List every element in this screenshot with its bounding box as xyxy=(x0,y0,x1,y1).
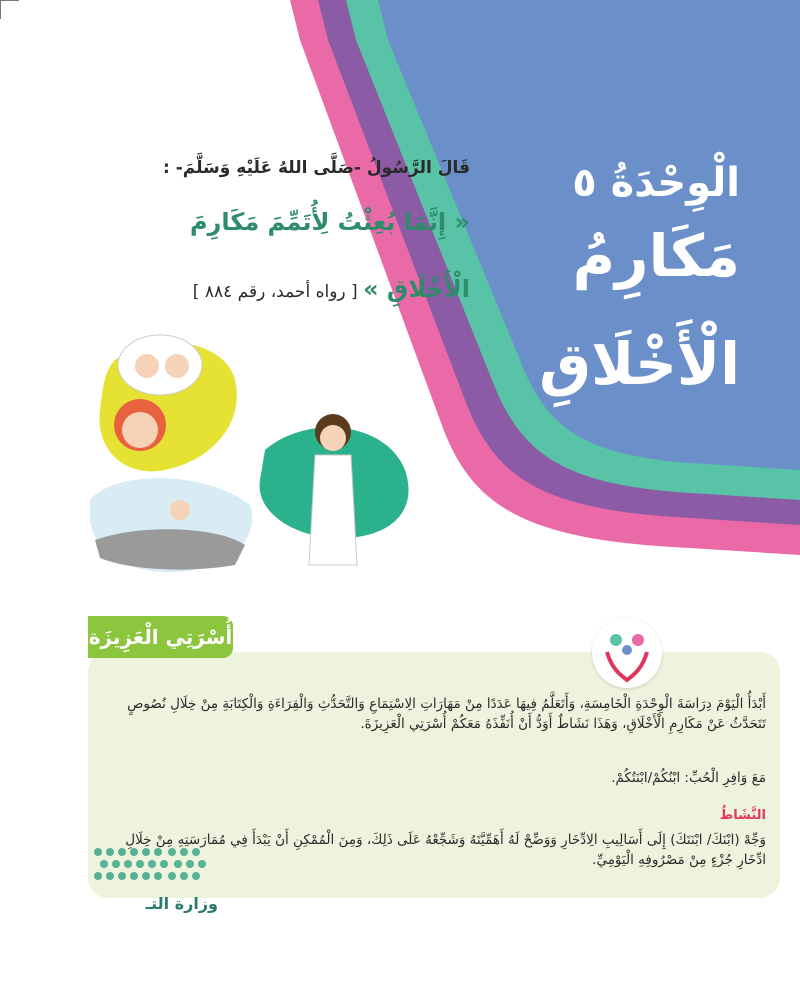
unit-number-label: الْوِحْدَةُ ٥ xyxy=(572,160,740,206)
boy-face xyxy=(320,425,346,451)
girl-face-2 xyxy=(165,354,189,378)
hadith-quote-end: الْأَخْلَاقِ » xyxy=(363,275,470,303)
activity-title: النَّشَاطُ xyxy=(719,808,766,823)
family-section-tag: أُسْرَتِي الْعَزِيزَة xyxy=(88,616,233,658)
thought-bubble xyxy=(118,335,202,395)
hadith-line-1: « إِنَّمَا بُعِثْتُ لِأُتَمِّمَ مَكَارِمَ xyxy=(189,208,470,236)
unit-title-line-2: الْأَخْلَاقِ xyxy=(539,330,740,398)
girl-face xyxy=(122,412,158,448)
family-paragraph-2: مَعَ وَافِرِ الْحُبِّ: ابْنُكُمْ/ابْنَتُكُمْ. xyxy=(611,770,766,786)
family-icon xyxy=(592,618,662,688)
hadith-source: [ رواه أحمد، رقم ٨٨٤ ] xyxy=(192,282,358,302)
people-figure xyxy=(170,500,190,520)
unit-title-line-1: مَكَارِمُ xyxy=(572,222,740,290)
girl-face-1 xyxy=(135,354,159,378)
unit-illustration xyxy=(85,320,415,580)
boy-thobe xyxy=(309,455,357,565)
watermark-text: وزارة التـ xyxy=(145,894,218,913)
family-paragraph-1: أَبْدَأُ الْيَوْمَ دِرَاسَةَ الْوِحْدَةِ الْخَامِسَةِ، وَأَتَعَلَّمُ فِيهَا عَدَدًا مِنْ مَهَارَاتِ الِاسْتِمَاعِ وَالتَّحَدُّثِ وَالْقِرَاءَةِ وَالْكِتَابَةِ مِنْ خِلَالِ نُصُوصٍ تَتَحَدَّثُ عَنْ مَكَارِمِ الْأَخْلَاقِ، وَهَذَا نَشَاطٌ أَوَدُّ أَنْ أُنَفِّذَهُ مَعَكُمْ أُسْرَتِي الْعَزِيزَةَ. xyxy=(127,696,766,732)
hadith-line-2 xyxy=(90,275,470,303)
activity-text: وَجِّهْ (ابْنَكَ/ ابْنَتَكَ) إِلَى أَسَالِيبِ الِادِّخَارِ وَوَضِّحْ لَهُ أَهَمِّيَّتَهُ وَشَجِّعْهُ عَلَى ذَلِكَ، وَمِنَ الْمُمْكِنِ أَنْ يَبْدَأَ فِي مُمَارَسَتِهِ مِنْ خِلَالِ ادِّخَارِ جُزْءٍ مِنْ مَصْرُوفِهِ الْيَوْمِيِّ. xyxy=(125,832,766,868)
hadith-intro: قَالَ الرَّسُولُ -صَلَّى اللهُ عَلَيْهِ وَسَلَّمَ- : xyxy=(163,158,470,178)
